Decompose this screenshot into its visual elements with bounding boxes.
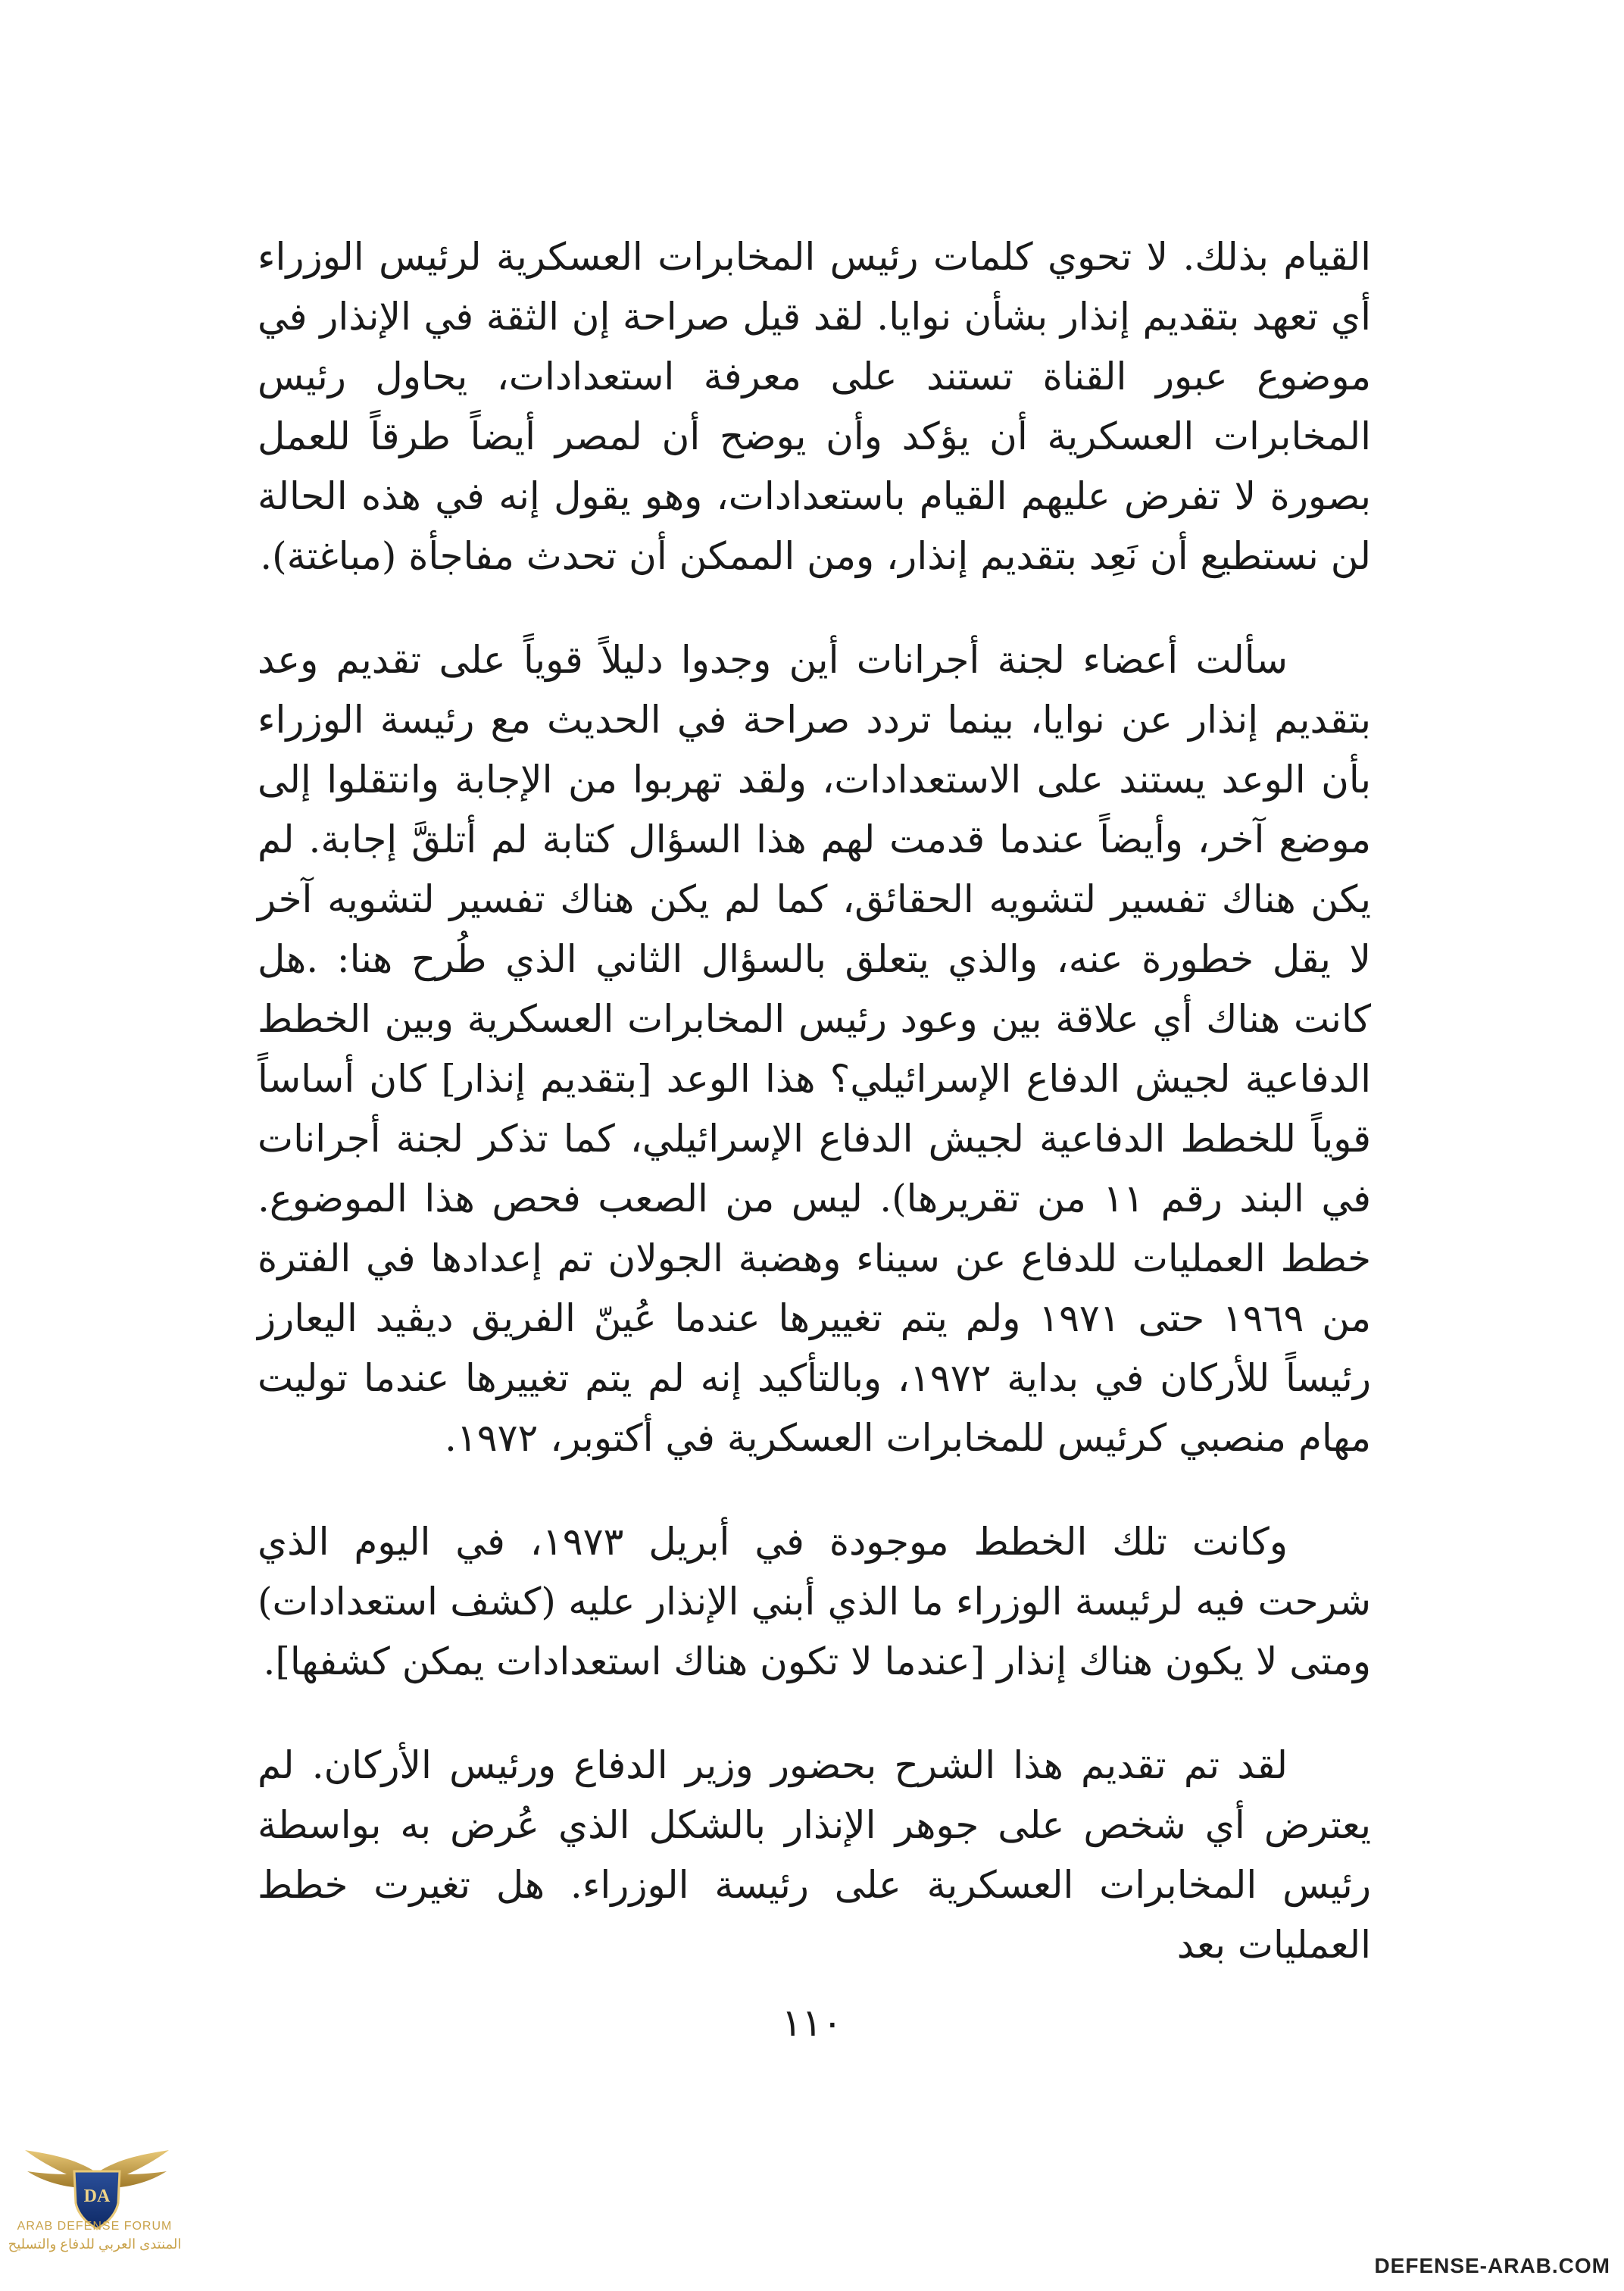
logo-caption-english: ARAB DEFENSE FORUM (17, 2220, 173, 2233)
paragraph-3: وكانت تلك الخطط موجودة في أبريل ١٩٧٣، في اليوم الذي شرحت فيه لرئيسة الوزراء ما الذي أبني الإنذار عليه (كشف استعدادات) ومتى لا يكون هناك إنذار [عندما لا تكون هناك استعدادات يمكن كشفها]. (258, 1520, 1371, 1683)
site-watermark: DEFENSE-ARAB.COM (1374, 2254, 1610, 2277)
paragraph-1: القيام بذلك. لا تحوي كلمات رئيس المخابرات العسكرية لرئيس الوزراء أي تعهد بتقديم إنذار بشأن نوايا. لقد قيل صراحة إن الثقة في الإنذار في موضوع عبور القناة تستند على معرفة استعدادات، يحاول رئيس المخابرات العسكرية أن يؤكد وأن يوضح أن لمصر أيضاً طرقاً للعمل بصورة لا تفرض عليهم القيام باستعدادات، وهو يقول إنه في هذه الحالة لن نستطيع أن نَعِد بتقديم إنذار، ومن الممكن أن تحدث مفاجأة (مباغتة). (258, 235, 1371, 578)
logo-caption (0, 2220, 189, 2252)
paragraph-2: سألت أعضاء لجنة أجرانات أين وجدوا دليلاً قوياً على تقديم وعد بتقديم إنذار عن نوايا، بينما تردد صراحة في الحديث مع رئيسة الوزراء بأن الوعد يستند على الاستعدادات، ولقد تهربوا من الإجابة وانتقلوا إلى موضع آخر، وأيضاً عندما قدمت لهم هذا السؤال كتابة لم أتلقَّ إجابة. لم يكن هناك تفسير لتشويه الحقائق، كما لم يكن هناك تفسير لتشويه آخر لا يقل خطورة عنه، والذي يتعلق بالسؤال الثاني الذي طُرح هنا: .هل كانت هناك أي علاقة بين وعود رئيس المخابرات العسكرية وبين الخطط الدفاعية لجيش الدفاع الإسرائيلي؟ هذا الوعد [بتقديم إنذار] كان أساساً قوياً للخطط الدفاعية لجيش الدفاع الإسرائيلي، كما تذكر لجنة أجرانات في البند رقم ١١ من تقريرها). ليس من الصعب فحص هذا الموضوع. خطط العمليات للدفاع عن سيناء وهضبة الجولان تم إعدادها في الفترة من ١٩٦٩ حتى ١٩٧١ ولم يتم تغييرها عندما عُينّ الفريق ديڤيد اليعارز رئيساً للأركان في بداية ١٩٧٢، وبالتأكيد إنه لم يتم تغييرها عندما توليت مهام منصبي كرئيس للمخابرات العسكرية في أكتوبر، ١٩٧٢. (258, 638, 1371, 1460)
logo-initials: DA (83, 2186, 111, 2206)
logo-caption-arabic: المنتدى العربي للدفاع والتسليح (8, 2236, 182, 2252)
eagle-emblem-icon (21, 2127, 173, 2279)
page-body-text (258, 227, 1371, 1975)
paragraph-4: لقد تم تقديم هذا الشرح بحضور وزير الدفاع ورئيس الأركان. لم يعترض أي شخص على جوهر الإنذار بالشكل الذي عُرض به بواسطة رئيس المخابرات العسكرية على رئيسة الوزراء. هل تغيرت خطط العمليات بعد (258, 1743, 1371, 1967)
page-number: ١١٠ (781, 2001, 843, 2045)
